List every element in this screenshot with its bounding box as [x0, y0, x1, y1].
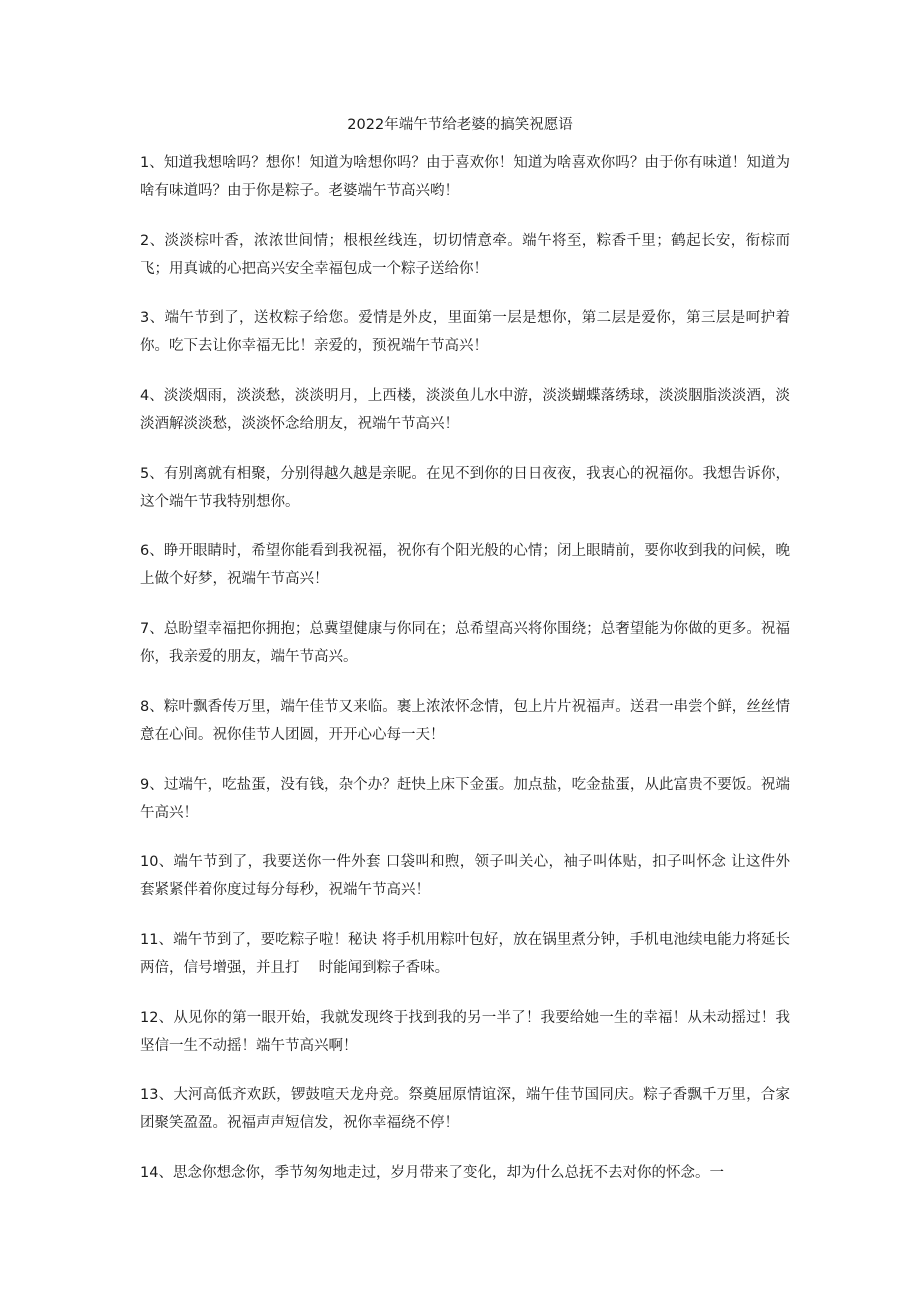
greeting-list: [140, 149, 790, 1237]
greeting-item-8: 8、粽叶飘香传万里，端午佳节又来临。裹上浓浓怀念情，包上片片祝福声。送君一串尝个鲜，丝丝情意在心间。祝你佳节人团圆，开开心心每一天！: [140, 698, 790, 743]
greeting-item-10: 10、端午节到了，我要送你一件外套 口袋叫和煦，领子叫关心，袖子叫体贴，扣子叫怀念 让这件外套紧紧伴着你度过每分每秒，祝端午节高兴！: [140, 854, 790, 899]
greeting-item-7: 7、总盼望幸福把你拥抱；总冀望健康与你同在；总希望高兴将你围绕；总奢望能为你做的更多。祝福你，我亲爱的朋友，端午节高兴。: [140, 621, 790, 666]
greeting-item-6: 6、睁开眼睛时，希望你能看到我祝福，祝你有个阳光般的心情；闭上眼睛前，要你收到我的问候，晚上做个好梦，祝端午节高兴！: [140, 543, 790, 588]
greeting-item-12: 12、从见你的第一眼开始，我就发现终于找到我的另一半了！我要给她一生的幸福！从未动摇过！我坚信一生不动摇！端午节高兴啊！: [140, 1009, 790, 1054]
document-title: 2022年端午节给老婆的搞笑祝愿语: [347, 117, 573, 133]
greeting-item-1: 1、知道我想啥吗？想你！知道为啥想你吗？由于喜欢你！知道为啥喜欢你吗？由于你有味道！知道为啥有味道吗？由于你是粽子。老婆端午节高兴哟！: [140, 155, 790, 199]
greeting-item-2: 2、淡淡棕叶香，浓浓世间情；根根丝线连，切切情意牵。端午将至，粽香千里；鹤起长安，衔棕而飞；用真诚的心把高兴安全幸福包成一个粽子送给你！: [140, 232, 790, 277]
greeting-item-3: 3、端午节到了，送枚粽子给您。爱情是外皮，里面第一层是想你，第二层是爱你，第三层是呵护着你。吃下去让你幸福无比！亲爱的，预祝端午节高兴！: [140, 310, 790, 355]
greeting-item-9: 9、过端午，吃盐蛋，没有钱，杂个办？赶快上床下金蛋。加点盐，吃金盐蛋，从此富贵不要饭。祝端午高兴！: [140, 776, 790, 821]
greeting-item-4: 4、淡淡烟雨，淡淡愁，淡淡明月，上西楼，淡淡鱼儿水中游，淡淡蝴蝶落绣球，淡淡胭脂淡淡酒，淡淡酒解淡淡愁，淡淡怀念给朋友，祝端午节高兴！: [140, 388, 790, 433]
greeting-item-11: 11、端午节到了，要吃粽子啦！秘诀 将手机用粽叶包好，放在锅里煮分钟，手机电池续电能力将延长两倍，信号增强，并且打 时能闻到粽子香味。: [140, 931, 790, 976]
greeting-item-5: 5、有别离就有相聚，分别得越久越是亲昵。在见不到你的日日夜夜，我衷心的祝福你。我想告诉你，这个端午节我特别想你。: [140, 465, 790, 510]
greeting-item-13: 13、大河高低齐欢跃，锣鼓喧天龙舟竞。祭奠屈原情谊深，端午佳节国同庆。粽子香飘千万里，合家团聚笑盈盈。祝福声声短信发，祝你幸福绕不停！: [140, 1087, 790, 1132]
greeting-item-14: 14、思念你想念你，季节匆匆地走过，岁月带来了变化，却为什么总抚不去对你的怀念。一: [140, 1164, 724, 1181]
